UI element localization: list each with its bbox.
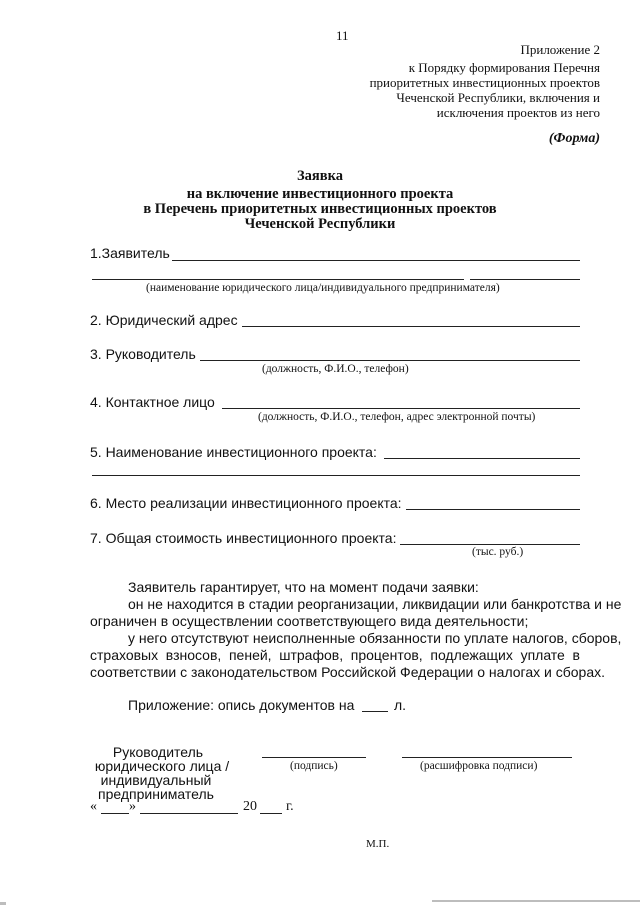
field-hint: (наименование юридического лица/индивидуального предпринимателя) — [146, 282, 500, 294]
guarantee-word: взносов, — [165, 647, 222, 663]
fill-line[interactable] — [222, 408, 580, 409]
date-year-prefix: 20 — [243, 799, 257, 814]
guarantee-word: пеней, — [228, 647, 272, 663]
guarantee-word: подлежащих — [430, 647, 513, 663]
fill-line[interactable] — [92, 279, 464, 280]
signer-title: предприниматель — [98, 786, 214, 802]
guarantee-word: уплате — [520, 647, 565, 663]
fill-line[interactable] — [406, 509, 580, 510]
field-label: 4. Контактное лицо — [90, 394, 215, 410]
date-day-line[interactable] — [101, 813, 129, 814]
field-label: 1.Заявитель — [90, 245, 170, 261]
field-hint: (тыс. руб.) — [472, 546, 524, 558]
date-close-quote: » — [129, 799, 136, 814]
field-label: 6. Место реализации инвестиционного проекта: — [90, 495, 402, 511]
signature-decode-hint: (расшифровка подписи) — [420, 760, 538, 772]
field-label: 7. Общая стоимость инвестиционного проекта: — [90, 530, 397, 546]
signature-hint: (подпись) — [290, 760, 338, 772]
title-main: Заявка — [297, 168, 343, 184]
guarantee-text: ограничен в осуществлении соответствующего вида деятельности; — [90, 613, 529, 629]
date-open-quote: « — [90, 799, 97, 814]
signature-decode-line[interactable] — [402, 757, 572, 758]
stamp-placeholder: М.П. — [366, 838, 390, 850]
guarantee-word: процентов, — [350, 647, 423, 663]
fill-line[interactable] — [470, 279, 580, 280]
guarantee-word: штрафов, — [279, 647, 344, 663]
appendix-line: Чеченской Республики, включения и — [396, 90, 600, 105]
title-line: в Перечень приоритетных инвестиционных проектов — [143, 201, 497, 217]
fill-line[interactable] — [172, 260, 580, 261]
field-label: 3. Руководитель — [90, 346, 196, 362]
title-line: Чеченской Республики — [244, 216, 396, 232]
guarantee-text: соответствии с законодательством Российской Федерации о налогах и сборах. — [90, 664, 606, 680]
attachment-label: Приложение: опись документов на — [128, 697, 355, 713]
appendix-label: Приложение 2 — [520, 42, 600, 57]
fill-line[interactable] — [200, 360, 580, 361]
date-month-line[interactable] — [140, 813, 238, 814]
scan-edge-mark — [432, 900, 640, 902]
guarantee-text: у него отсутствуют неисполненные обязанности по уплате налогов, сборов, — [128, 630, 622, 646]
guarantee-text-justified — [90, 647, 580, 663]
fill-line[interactable] — [242, 326, 580, 327]
appendix-line: исключения проектов из него — [436, 105, 600, 120]
guarantee-intro: Заявитель гарантирует, что на момент подачи заявки: — [128, 579, 479, 595]
page-number: 11 — [336, 28, 349, 43]
form-label: (Форма) — [548, 131, 600, 146]
field-hint: (должность, Ф.И.О., телефон) — [262, 363, 409, 375]
fill-line[interactable] — [92, 475, 580, 476]
guarantee-word: страховых — [90, 647, 159, 663]
fill-line[interactable] — [400, 544, 580, 545]
signature-line[interactable] — [262, 757, 366, 758]
fill-line[interactable] — [384, 458, 580, 459]
attachment-suffix: л. — [394, 697, 407, 713]
guarantee-text: он не находится в стадии реорганизации, ликвидации или банкротства и не — [128, 596, 622, 612]
title-line: на включение инвестиционного проекта — [186, 186, 454, 202]
signer-title: юридического лица / — [94, 758, 230, 774]
appendix-line: приоритетных инвестиционных проектов — [369, 75, 600, 90]
appendix-line: к Порядку формирования Перечня — [408, 60, 600, 75]
signer-title: индивидуальный — [100, 772, 212, 788]
guarantee-word: в — [572, 647, 580, 663]
field-label: 2. Юридический адрес — [90, 312, 238, 328]
fill-line[interactable] — [362, 711, 388, 712]
field-hint: (должность, Ф.И.О., телефон, адрес электронной почты) — [258, 411, 536, 423]
signer-title: Руководитель — [112, 744, 204, 760]
date-year-line[interactable] — [260, 813, 282, 814]
date-year-suffix: г. — [286, 799, 294, 814]
field-label: 5. Наименование инвестиционного проекта: — [90, 444, 377, 460]
